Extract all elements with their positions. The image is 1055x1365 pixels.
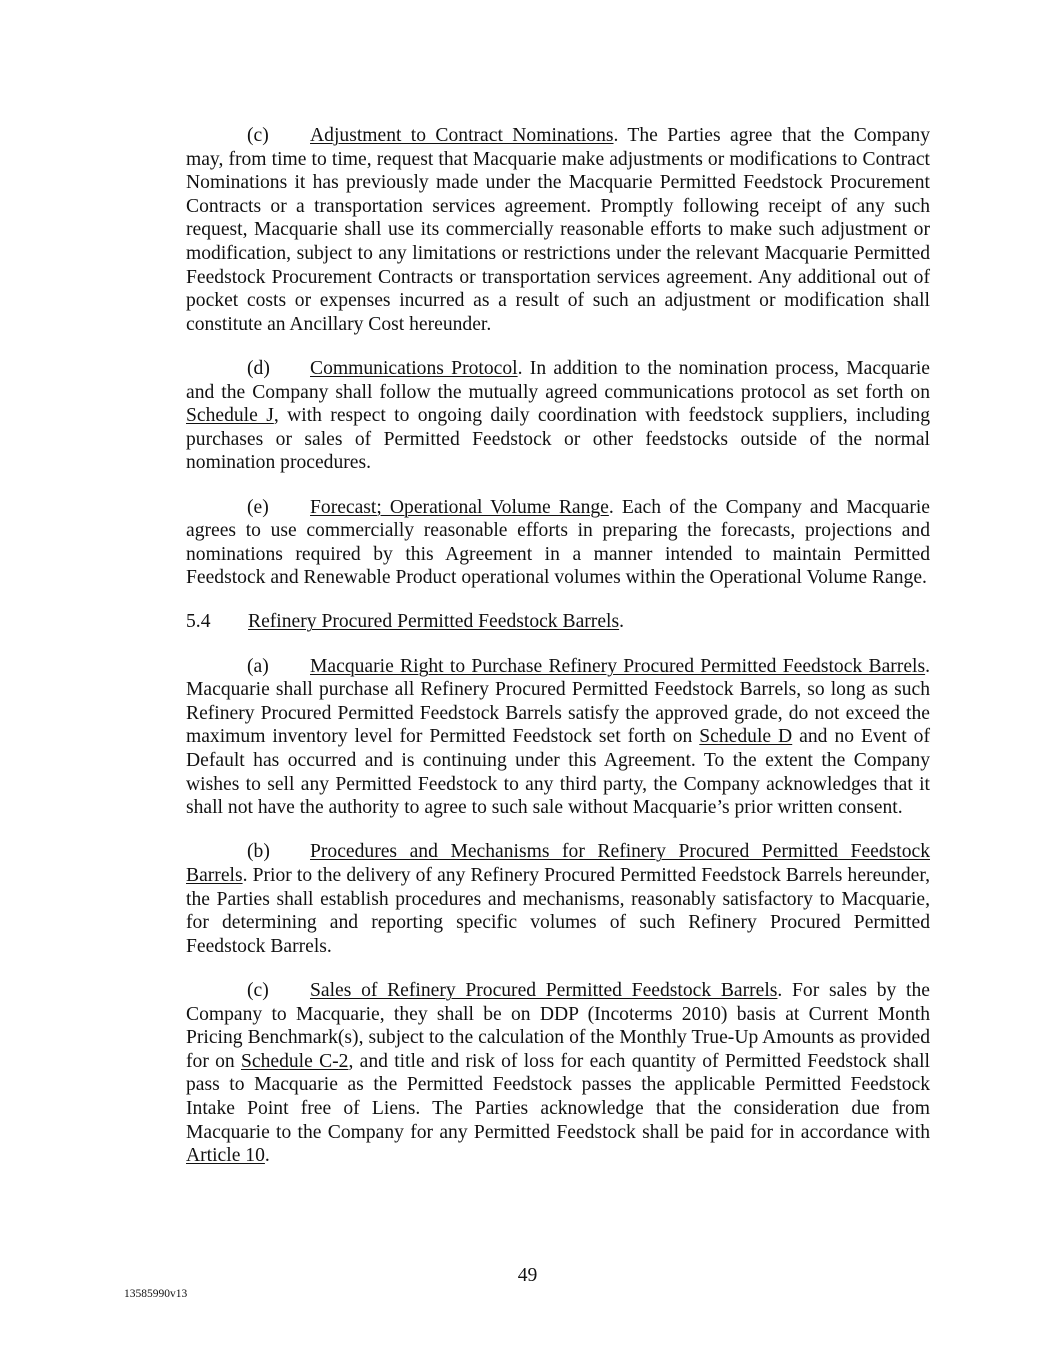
paragraph-heading: Procedures and Mechanisms for Refinery Procured Permitted Feedstock Barrels: [186, 841, 930, 886]
paragraph-c-adjustment: [186, 124, 930, 336]
paragraph-e-forecast: [186, 496, 930, 590]
paragraph-heading: Adjustment to Contract Nominations: [310, 125, 614, 146]
paragraph-body: , and title and risk of loss for each quantity of Permitted Feedstock shall pass to Macquarie as the Permitted Feedstock passes the applicable Permitted Feedstock Intake Point free of Liens. The Parties acknowledge that the consideration due from Macquarie to the Company for any Permitted Feedstock shall be paid for in accordance with: [186, 1050, 930, 1143]
section-title: Refinery Procured Permitted Feedstock Barrels: [248, 611, 620, 633]
paragraph-label: (d): [247, 357, 270, 379]
article-10-link[interactable]: Article 10: [186, 1145, 265, 1167]
paragraph-body: .: [264, 1145, 270, 1167]
paragraph-body: . Each of the Company and Macquarie agrees to use commercially reasonable efforts in preparing the forecasts, projections and nominations required by this Agreement in a manner intended to maintain Permitted Feedstock and Renewable Product operational volumes within the Operational Volume Range.: [186, 496, 930, 589]
schedule-d-link[interactable]: Schedule D: [699, 726, 793, 748]
paragraph-label: (c): [247, 979, 269, 1001]
document-id: 13585990v13: [124, 1288, 188, 1300]
paragraph-label: (e): [247, 496, 269, 518]
paragraph-body: . For sales by the Company to Macquarie, they shall be on DDP (Incoterms 2010) basis at Current Month Pricing Benchmark(s), subject to the calculation of the Monthly True-Up Amounts as provided for on: [186, 979, 930, 1072]
paragraph-heading: Communications Protocol: [310, 357, 518, 379]
paragraph-body: , with respect to ongoing daily coordination with feedstock suppliers, including purchases or sales of Permitted Feedstock or other feedstocks outside of the normal nomination procedures.: [186, 405, 930, 474]
document-page: [186, 124, 930, 1168]
paragraph-body: . The Parties agree that the Company may, from time to time, request that Macquarie make adjustments or modifications to Contract Nominations it has previously made under the Macquarie Permitted Feedstock Procurement Contracts or a transportation services agreement. Promptly following receipt of any such request, Macquarie shall use its commercially reasonable efforts to make such adjustment or modification, subject to any limitations or restrictions under the relevant Macquarie Permitted Feedstock Procurement Contracts or transportation services agreement. Any additional out of pocket costs or expenses incurred as a result of such an adjustment or modification shall constitute an Ancillary Cost hereunder.: [186, 125, 930, 335]
paragraph-label: (b): [247, 841, 270, 863]
paragraph-d-communications: [186, 357, 930, 475]
paragraph-body: . Prior to the delivery of any Refinery Procured Permitted Feedstock Barrels hereunder, the Parties shall establish procedures and mechanisms, reasonably satisfactory to Macquarie, for determining and reporting specific volumes of such Refinery Procured Permitted Feedstock Barrels.: [186, 865, 930, 957]
paragraph-heading: Sales of Refinery Procured Permitted Feedstock Barrels: [310, 979, 778, 1001]
section-title-suffix: .: [619, 611, 624, 633]
paragraph-body: and no Event of Default has occurred and is continuing under this Agreement. To the extent the Company wishes to sell any Permitted Feedstock to any third party, the Company acknowledges that it shall not have the authority to agree to such sale without Macquarie’s prior written consent.: [186, 726, 930, 819]
paragraph-body: . In addition to the nomination process, Macquarie and the Company shall follow the mutually agreed communications protocol as set forth on: [186, 357, 930, 403]
paragraph-heading: Forecast; Operational Volume Range: [310, 496, 609, 518]
section-number: 5.4: [186, 611, 211, 633]
paragraph-heading: Macquarie Right to Purchase Refinery Procured Permitted Feedstock Barrels: [310, 655, 926, 677]
paragraph-b-procedures: [186, 840, 930, 958]
page-number: 49: [517, 1265, 538, 1286]
paragraph-body: . Macquarie shall purchase all Refinery Procured Permitted Feedstock Barrels, so long as such Refinery Procured Permitted Feedstock Barrels satisfy the approved grade, do not exceed the maximum inventory level for Permitted Feedstock set forth on: [186, 655, 930, 748]
paragraph-label: (a): [247, 655, 269, 677]
paragraph-label: (c): [247, 125, 269, 146]
section-heading: [186, 610, 930, 634]
schedule-j-link[interactable]: Schedule J: [186, 405, 274, 427]
schedule-c2-link[interactable]: Schedule C-2: [240, 1050, 349, 1072]
paragraph-c-sales: [186, 979, 930, 1168]
paragraph-a-purchase-right: [186, 655, 930, 820]
